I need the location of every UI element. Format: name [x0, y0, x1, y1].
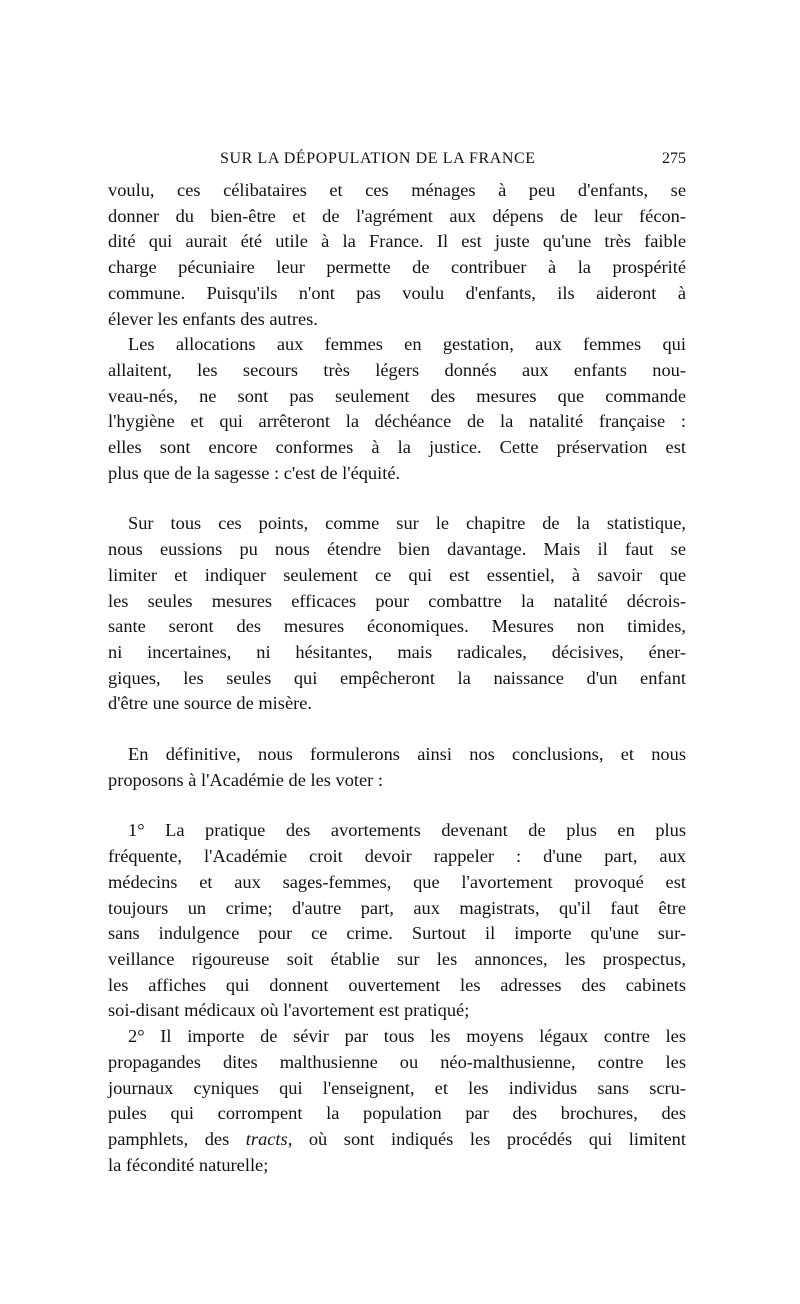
paragraph-3 — [108, 511, 686, 717]
text-line: pules qui corrompent la population par des brochures, des — [108, 1103, 686, 1124]
text-line: élever les enfants des autres. — [108, 308, 318, 329]
text-line: propagandes dites malthusienne ou néo-malthusienne, contre les — [108, 1051, 686, 1072]
text-line: charge pécuniaire leur permette de contribuer à la prospérité — [108, 257, 686, 278]
text-line: la fécondité naturelle; — [108, 1154, 269, 1175]
paragraph-gap — [108, 793, 686, 818]
text-line: toujours un crime; d'autre part, aux magistrats, qu'il faut être — [108, 897, 686, 918]
conclusion-item-1 — [108, 818, 686, 1024]
italic-word: tracts — [245, 1128, 288, 1149]
text-line: dité qui aurait été utile à la France. Il est juste qu'une très faible — [108, 231, 686, 252]
text-line: fréquente, l'Académie croit devoir rappeler : d'une part, aux — [108, 846, 686, 867]
conclusion-item-2 — [108, 1024, 686, 1178]
page-number: 275 — [662, 150, 686, 167]
text-line — [108, 1127, 686, 1153]
text-line: proposons à l'Académie de les voter : — [108, 769, 384, 790]
text-fragment: pamphlets, des — [108, 1128, 246, 1149]
text-line: journaux cyniques qui l'enseignent, et les individus sans scru- — [108, 1077, 686, 1098]
text-line: commune. Puisqu'ils n'ont pas voulu d'enfants, ils aideront à — [108, 282, 686, 303]
text-line: elles sont encore conformes à la justice. Cette préservation est — [108, 437, 686, 458]
text-line: Les allocations aux femmes en gestation, aux femmes qui — [128, 334, 686, 355]
text-line: sante seront des mesures économiques. Mesures non timides, — [108, 616, 686, 637]
text-line: d'être une source de misère. — [108, 693, 312, 714]
paragraph-gap — [108, 486, 686, 511]
paragraph-1 — [108, 178, 686, 332]
text-line: plus que de la sagesse : c'est de l'équité. — [108, 462, 401, 483]
text-line: les affiches qui donnent ouvertement les adresses des cabinets — [108, 974, 686, 995]
book-page — [108, 146, 686, 1178]
text-line: En définitive, nous formulerons ainsi nos conclusions, et nous — [128, 744, 686, 765]
text-line: veau-nés, ne sont pas seulement des mesures que commande — [108, 385, 686, 406]
text-line: giques, les seules qui empêcheront la naissance d'un enfant — [108, 667, 686, 688]
text-line: nous eussions pu nous étendre bien davantage. Mais il faut se — [108, 539, 686, 560]
text-line: 2° Il importe de sévir par tous les moyens légaux contre les — [128, 1026, 686, 1047]
paragraph-gap — [108, 717, 686, 742]
text-line: veillance rigoureuse soit établie sur les annonces, les prospectus, — [108, 948, 686, 969]
paragraph-4 — [108, 742, 686, 793]
text-line: soi-disant médicaux où l'avortement est pratiqué; — [108, 1000, 470, 1021]
text-line: médecins et aux sages-femmes, que l'avortement provoqué est — [108, 871, 686, 892]
text-line: voulu, ces célibataires et ces ménages à peu d'enfants, se — [108, 180, 686, 200]
text-line: allaitent, les secours très légers donnés aux enfants nou- — [108, 359, 686, 380]
text-line: 1° La pratique des avortements devenant de plus en plus — [128, 820, 686, 841]
text-line: limiter et indiquer seulement ce qui est essentiel, à savoir que — [108, 564, 686, 585]
text-line: l'hygiène et qui arrêteront la déchéance de la natalité française : — [108, 411, 686, 432]
text-line: ni incertaines, ni hésitantes, mais radicales, décisives, éner- — [108, 641, 686, 662]
paragraph-2 — [108, 332, 686, 486]
running-title: SUR LA DÉPOPULATION DE LA FRANCE — [220, 150, 536, 167]
text-line: les seules mesures efficaces pour combattre la natalité décrois- — [108, 590, 686, 611]
running-head — [108, 146, 686, 172]
text-fragment: , où sont indiqués les procédés qui limitent — [287, 1128, 686, 1149]
text-line: Sur tous ces points, comme sur le chapitre de la statistique, — [128, 513, 686, 534]
text-line: donner du bien-être et de l'agrément aux dépens de leur fécon- — [108, 205, 686, 226]
text-line: sans indulgence pour ce crime. Surtout il importe qu'une sur- — [108, 923, 686, 944]
